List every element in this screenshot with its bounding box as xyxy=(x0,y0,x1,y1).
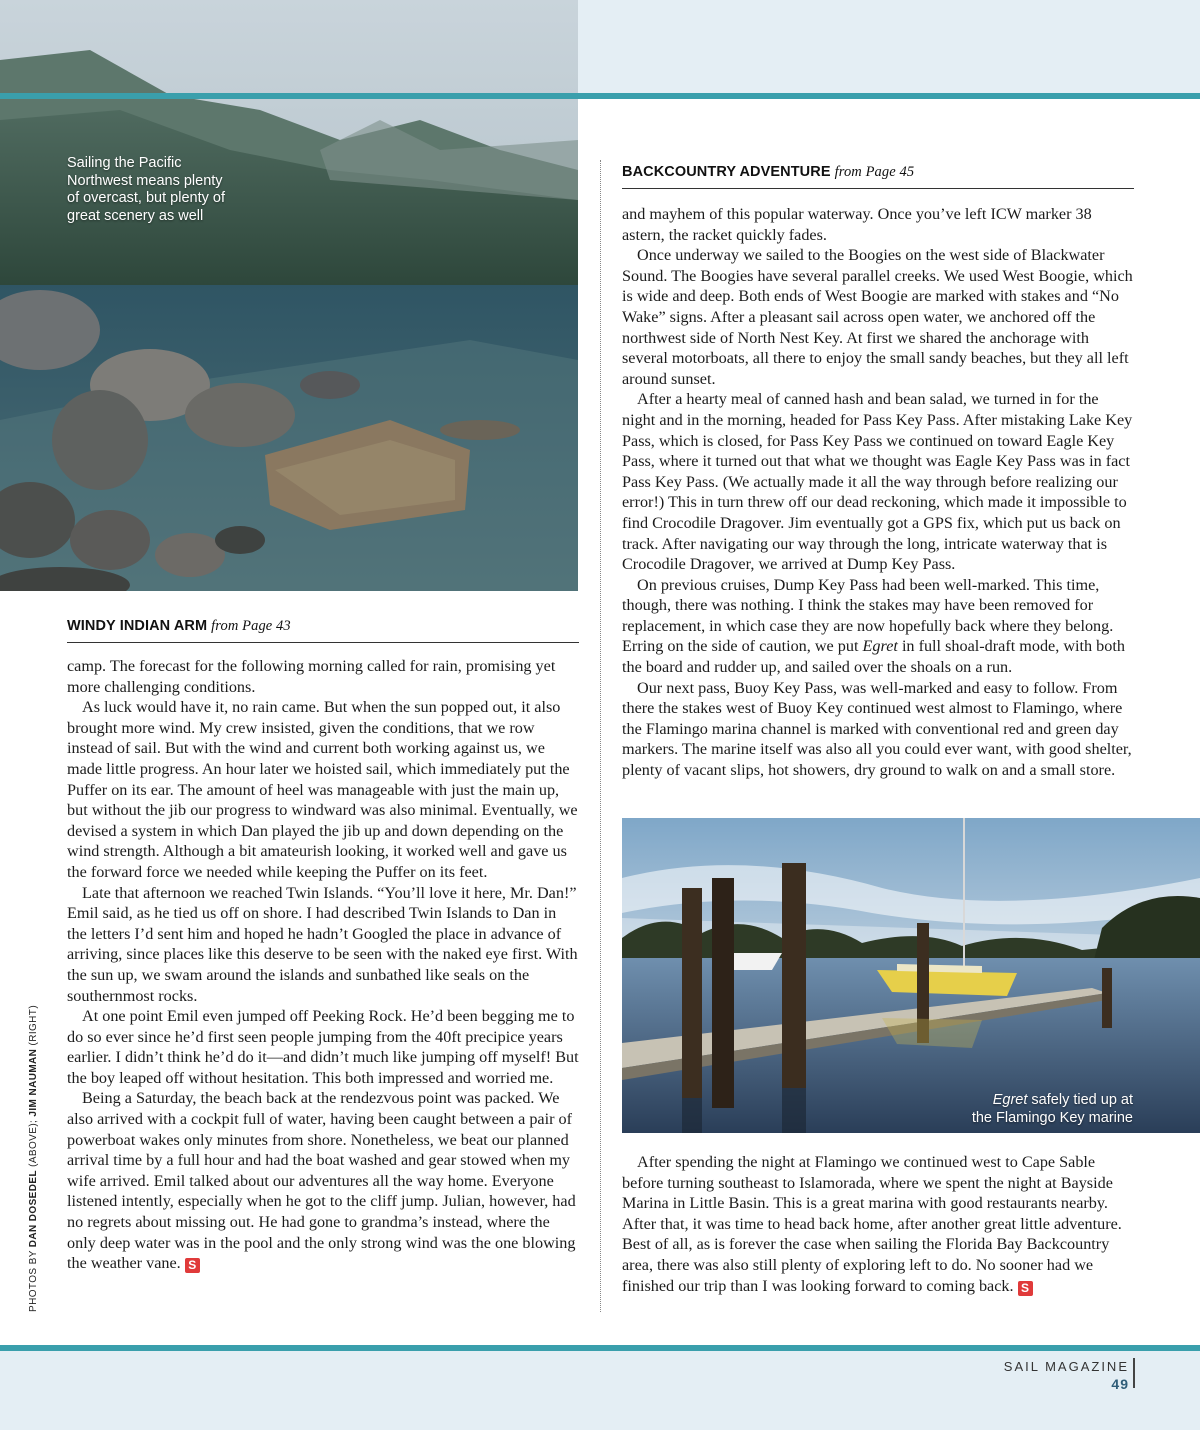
article-column-left xyxy=(67,656,579,1274)
paragraph: Once underway we sailed to the Boogies on the west side of Blackwater Sound. The Boogies have several parallel creeks. We used West Boogie, which is wide and deep. Both ends of West Boogie are marked with stakes and “No Wake” signs. After a pleasant sail across open water, we anchored off the northwest side of North Nest Key. At first we shared the anchorage with several motorboats, all there to enjoy the small sandy beaches, but they all left around sunset. xyxy=(622,246,1133,388)
credit-prefix: PHOTOS BY xyxy=(28,1247,39,1312)
paragraph-text: On previous cruises, Dump Key Pass had been well-marked. This time, though, there was nothing. I think the stakes may have been removed for replacement, in which case they are now hopefully back where they belong. Erring on the side of caution, we put xyxy=(622,575,1114,656)
photo-caption-left: Sailing the Pacific Northwest means plenty of overcast, but plenty of great scenery as well xyxy=(67,155,225,224)
photo-caption-right xyxy=(972,1092,1133,1127)
paragraph-last xyxy=(67,1088,579,1273)
paragraph-last xyxy=(622,1152,1134,1296)
article-column-right-top xyxy=(622,204,1134,781)
credit-name-1: DAN DOSEDEL xyxy=(28,1170,39,1248)
paragraph-text: After spending the night at Flamingo we continued west to Cape Sable before turning southeast to Islamorada, where we spent the night at Bayside Marina in Little Basin. This is a great marina with good restaurants nearby. After that, it was time to head back home, after another great little adventure. Best of all, as is forever the case when sailing the Florida Bay Backcountry area, there was also still plenty of exploring left to do. No sooner had we finished our trip than I was looking forward to coming back. xyxy=(622,1153,1122,1295)
kicker-backcountry-adventure xyxy=(622,164,1134,189)
caption-text: safely tied up at xyxy=(1027,1092,1133,1108)
photo-pacific-northwest xyxy=(0,0,578,591)
paragraph: camp. The forecast for the following morning called for rain, promising yet more challenging conditions. xyxy=(67,657,556,696)
article-column-right-bottom xyxy=(622,1152,1134,1296)
paragraph: Our next pass, Buoy Key Pass, was well-marked and easy to follow. From there the stakes west of Buoy Key continued west almost to Flamingo, where the Flamingo marina channel is marked with conventional red and green day markers. The marine itself was also all you could ever want, with good shelter, plenty of vacant slips, hot showers, dry ground to walk on and a small store. xyxy=(622,678,1132,780)
credit-role-2: (RIGHT) xyxy=(28,1004,39,1049)
paragraph: At one point Emil even jumped off Peeking Rock. He’d been begging me to do so ever since he’d first seen people jumping from the 40ft precipice years earlier. I didn’t think he’d do it—and didn’t much like jumping off myself! But the boy leaped off without hesitation. This both impressed and worried me. xyxy=(67,1007,579,1087)
top-accent-rule xyxy=(0,93,1200,99)
end-mark-icon: S xyxy=(185,1258,200,1273)
caption-boat-name: Egret xyxy=(992,1092,1028,1108)
paragraph: As luck would have it, no rain came. But when the sun popped out, it also brought more wind. My crew insisted, given the conditions, that we row instead of sail. But with the wind and current both working against us, we made little progress. An hour later we hoisted sail, which immediately put the Puffer on its ear. The amount of heel was manageable with just the main up, but without the jib our progress to windward was also minimal. Eventually, we devised a system in which Dan played the jib up and down depending on the wind strength. Although a bit amateurish looking, it worked well and gave us the forward force we needed while keeping the Puffer on its feet. xyxy=(67,698,578,881)
photo-flamingo-marina xyxy=(622,818,1200,1133)
kicker-title: WINDY INDIAN ARM xyxy=(67,618,208,634)
column-divider xyxy=(600,160,601,1312)
boat-name: Egret xyxy=(862,637,898,656)
kicker-windy-indian-arm xyxy=(67,618,579,643)
paragraph-text: in full shoal-draft mode, with both the board and rudder up, and sailed over the shoals on a run. xyxy=(622,637,1125,677)
kicker-title: BACKCOUNTRY ADVENTURE xyxy=(622,164,831,180)
kicker-from-page: from Page 45 xyxy=(834,164,915,180)
photo-credit xyxy=(28,1005,39,1312)
footer-page-number: 49 xyxy=(1111,1376,1129,1392)
paragraph: After a hearty meal of canned hash and bean salad, we turned in for the night and in the morning, headed for Pass Key Pass. After mistaking Lake Key Pass, which is closed, for Pass Key Pass we continued on toward Eagle Key Pass, where it turned out that what we thought was Eagle Key Pass was in fact Pass Key Pass. (We actually made it all the way through before realizing our error!) This in turn threw off our dead reckoning, which made it impossible to find Crocodile Dragover. Jim eventually got a GPS fix, which put us back on track. After navigating our way through the long, intricate waterway that is Crocodile Dragover, we arrived at Dump Key Pass. xyxy=(622,390,1133,574)
paragraph: Late that afternoon we reached Twin Islands. “You’ll love it here, Mr. Dan!” Emil said, as he tied us off on shore. I had described Twin Islands to Dan in the letters I’d sent him and hoped he hadn’t Googled the place in advance of arriving, since places like this deserve to be seen with the naked eye first. With the sun up, we swam around the islands and sunbathed like seals on the southernmost rocks. xyxy=(67,883,578,1005)
paragraph: and mayhem of this popular waterway. Once you’ve left ICW marker 38 astern, the racket quickly fades. xyxy=(622,205,1092,244)
paragraph-egret xyxy=(622,575,1134,678)
credit-role-1: (ABOVE); xyxy=(28,1116,39,1171)
caption-line-1 xyxy=(972,1092,1133,1110)
end-mark-icon: S xyxy=(1018,1281,1033,1296)
footer-magazine-name: SAIL MAGAZINE xyxy=(1003,1359,1129,1374)
footer-divider xyxy=(1133,1358,1135,1388)
paragraph-text: Being a Saturday, the beach back at the rendezvous point was packed. We also arrived with a cockpit full of water, having been caught between a pair of powerboat wakes only minutes from shore. Nonetheless, we beat our planned arrival time by a full hour and had the boat washed and gear stowed when my wife arrived. Emil talked about our adventures all the way home. Everyone listened intently, especially when he got to the cliff jump. Julian, however, had no regrets about missing out. He had gone to grandma’s instead, where the only deep water was in the pool and the only strong wind was the one blowing the weather vane. xyxy=(67,1089,576,1273)
kicker-from-page: from Page 43 xyxy=(211,618,291,634)
credit-name-2: JIM NAUMAN xyxy=(28,1048,39,1117)
caption-line-2: the Flamingo Key marine xyxy=(971,1109,1133,1126)
